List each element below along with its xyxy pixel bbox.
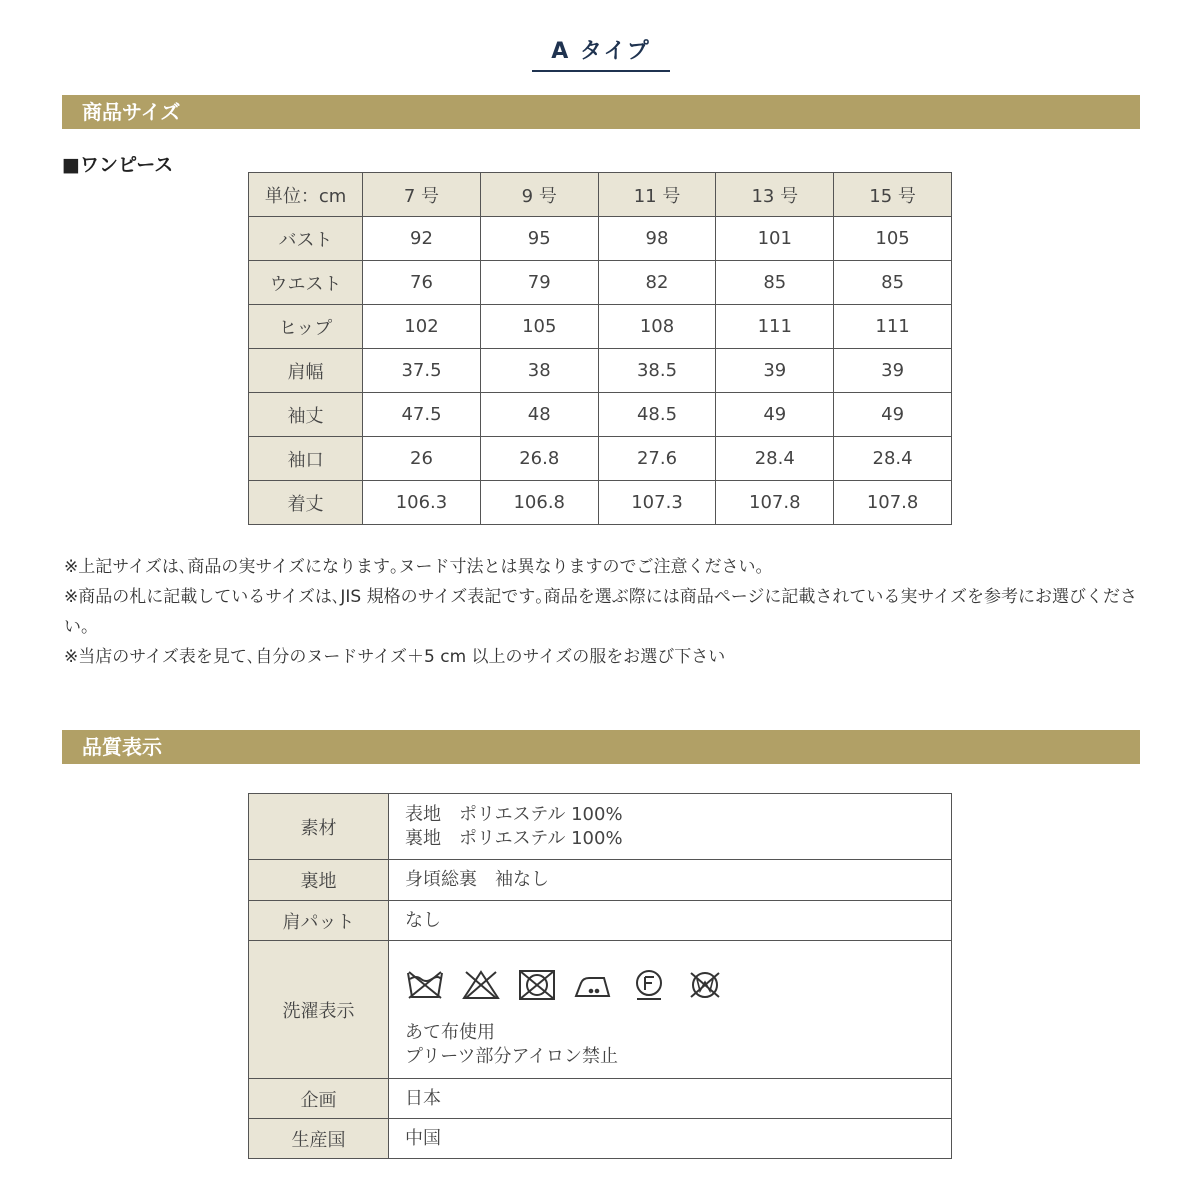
table-cell: 92 — [363, 217, 481, 261]
section-band-quality: 品質表示 — [62, 730, 1140, 764]
row-label: 肩パット — [249, 901, 389, 941]
table-cell: 27.6 — [598, 437, 716, 481]
table-corner: 単位：cm — [249, 173, 363, 217]
section-band-size: 商品サイズ — [62, 95, 1140, 129]
no-bleach-icon — [461, 969, 501, 1001]
table-row — [249, 941, 952, 1079]
table-cell: 85 — [716, 261, 834, 305]
table-cell: 28.4 — [716, 437, 834, 481]
table-cell: 48 — [480, 393, 598, 437]
table-cell: 37.5 — [363, 349, 481, 393]
table-cell: 105 — [480, 305, 598, 349]
origin-value: 中国 — [389, 1119, 952, 1159]
row-label: 袖口 — [249, 437, 363, 481]
care-note: プリーツ部分アイロン禁止 — [405, 1045, 618, 1067]
no-wash-icon — [405, 969, 445, 1001]
table-cell: 47.5 — [363, 393, 481, 437]
table-cell: 106.8 — [480, 481, 598, 525]
table-cell: 111 — [716, 305, 834, 349]
table-row — [249, 794, 952, 860]
table-cell: 39 — [834, 349, 952, 393]
table-cell: 107.3 — [598, 481, 716, 525]
table-cell: 79 — [480, 261, 598, 305]
row-label: 洗濯表示 — [249, 941, 389, 1079]
material-line: 裏地 ポリエステル 100% — [405, 827, 623, 849]
table-row — [249, 860, 952, 901]
table-cell: 26.8 — [480, 437, 598, 481]
plan-value: 日本 — [389, 1079, 952, 1119]
row-label: 袖丈 — [249, 393, 363, 437]
table-cell: 98 — [598, 217, 716, 261]
row-label: 素材 — [249, 794, 389, 860]
table-cell: 101 — [716, 217, 834, 261]
row-label: 肩幅 — [249, 349, 363, 393]
table-row — [249, 481, 952, 525]
table-header-row — [249, 173, 952, 217]
column-header: 15 号 — [834, 173, 952, 217]
table-row — [249, 305, 952, 349]
table-cell: 108 — [598, 305, 716, 349]
table-cell: 39 — [716, 349, 834, 393]
table-cell: 38.5 — [598, 349, 716, 393]
table-row — [249, 393, 952, 437]
column-header: 13 号 — [716, 173, 834, 217]
table-cell: 28.4 — [834, 437, 952, 481]
care-note: あて布使用 — [405, 1021, 495, 1043]
table-cell: 38 — [480, 349, 598, 393]
size-table — [248, 172, 952, 525]
size-notes — [64, 552, 1144, 672]
care-cell — [389, 941, 952, 1079]
lining-value: 身頃総裏 袖なし — [389, 860, 952, 901]
table-row — [249, 1079, 952, 1119]
dry-clean-f-icon — [629, 969, 669, 1001]
shoulder-value: なし — [389, 901, 952, 941]
table-cell: 49 — [834, 393, 952, 437]
table-row — [249, 217, 952, 261]
table-cell: 107.8 — [834, 481, 952, 525]
table-cell: 48.5 — [598, 393, 716, 437]
note-line: ※商品の札に記載しているサイズは､JIS 規格のサイズ表記です｡商品を選ぶ際には商品ページに記載されている実サイズを参考にお選びください｡ — [64, 587, 1138, 637]
page-title: A タイプ — [551, 39, 651, 64]
table-cell: 102 — [363, 305, 481, 349]
note-line: ※上記サイズは､商品の実サイズになります｡ヌード寸法とは異なりますのでご注意ください｡ — [64, 557, 765, 577]
column-header: 11 号 — [598, 173, 716, 217]
material-cell — [389, 794, 952, 860]
table-cell: 85 — [834, 261, 952, 305]
table-cell: 106.3 — [363, 481, 481, 525]
care-icons — [405, 969, 935, 1001]
title-underline — [532, 70, 670, 72]
note-line: ※当店のサイズ表を見て､自分のヌードサイズ＋5 cm 以上のサイズの服をお選び下さい — [64, 647, 726, 667]
subtitle-onepiece: ■ワンピース — [62, 154, 174, 176]
column-header: 7 号 — [363, 173, 481, 217]
table-row — [249, 1119, 952, 1159]
table-cell: 76 — [363, 261, 481, 305]
no-wet-clean-icon — [685, 969, 725, 1001]
table-cell: 107.8 — [716, 481, 834, 525]
table-cell: 26 — [363, 437, 481, 481]
table-row — [249, 261, 952, 305]
column-header: 9 号 — [480, 173, 598, 217]
row-label: バスト — [249, 217, 363, 261]
no-tumble-dry-icon — [517, 969, 557, 1001]
table-row — [249, 349, 952, 393]
table-cell: 105 — [834, 217, 952, 261]
row-label: ウエスト — [249, 261, 363, 305]
row-label: 裏地 — [249, 860, 389, 901]
low-iron-icon — [573, 969, 613, 1001]
row-label: ヒップ — [249, 305, 363, 349]
table-cell: 111 — [834, 305, 952, 349]
material-line: 表地 ポリエステル 100% — [405, 803, 623, 825]
table-cell: 95 — [480, 217, 598, 261]
table-row — [249, 437, 952, 481]
row-label: 着丈 — [249, 481, 363, 525]
table-row — [249, 901, 952, 941]
row-label: 企画 — [249, 1079, 389, 1119]
quality-table — [248, 793, 952, 1159]
table-cell: 82 — [598, 261, 716, 305]
table-cell: 49 — [716, 393, 834, 437]
row-label: 生産国 — [249, 1119, 389, 1159]
